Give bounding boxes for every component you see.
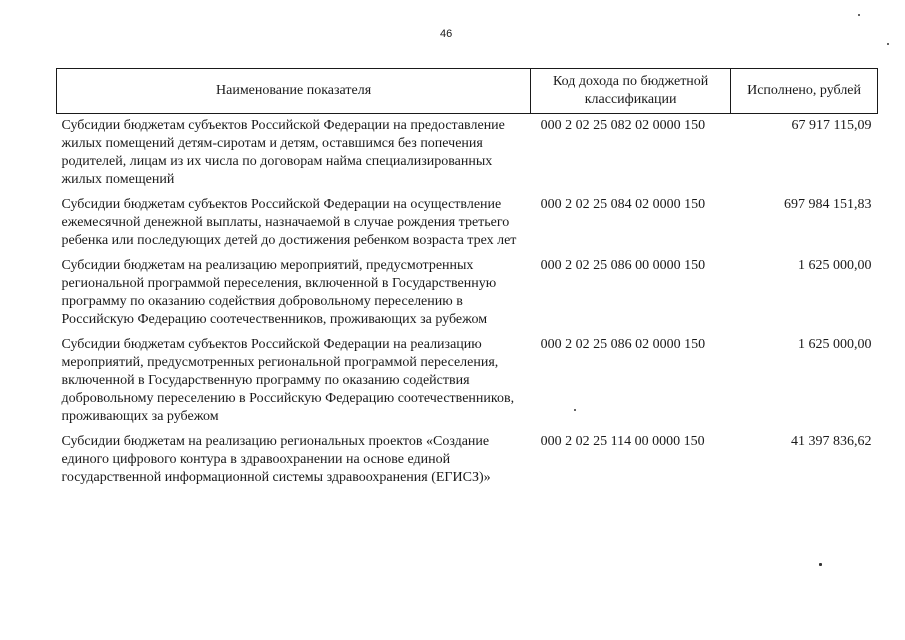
row-code: 000 2 02 25 084 02 0000 150 xyxy=(540,197,706,212)
table-row xyxy=(57,333,878,430)
header-executed: Исполнено, рублей xyxy=(731,69,878,114)
budget-table xyxy=(56,68,878,491)
row-code: 000 2 02 25 114 00 0000 150 xyxy=(540,434,705,449)
row-code: 000 2 02 25 082 02 0000 150 xyxy=(540,118,706,133)
row-code: 000 2 02 25 086 00 0000 150 xyxy=(540,258,706,273)
header-code: Код дохода по бюджетной классификации xyxy=(531,69,731,114)
row-name: Субсидии бюджетам субъектов Российской Федерации на осуществление ежемесячной денежной выплаты, назначаемой в случае рождения третьего ребенка или последующих детей до достижения ребенком возраста трех лет xyxy=(61,197,517,248)
table-row xyxy=(57,114,878,194)
row-executed: 697 984 151,83 xyxy=(784,197,872,212)
table-row xyxy=(57,430,878,491)
scan-speck xyxy=(858,14,860,16)
table-row xyxy=(57,254,878,333)
row-executed: 1 625 000,00 xyxy=(798,337,872,352)
table-row xyxy=(57,193,878,254)
row-executed: 41 397 836,62 xyxy=(791,434,872,449)
header-name: Наименование показателя xyxy=(57,69,531,114)
scan-speck xyxy=(574,409,576,411)
scan-speck xyxy=(887,43,889,45)
table-header-row xyxy=(57,69,878,114)
row-executed: 1 625 000,00 xyxy=(798,258,872,273)
row-name: Субсидии бюджетам на реализацию региональных проектов «Создание единого цифрового контура в здравоохранении на основе единой государственной информационной системы здравоохранения (ЕГИСЗ)» xyxy=(61,434,491,485)
row-executed: 67 917 115,09 xyxy=(791,118,872,133)
row-code: 000 2 02 25 086 02 0000 150 xyxy=(540,337,706,352)
row-name: Субсидии бюджетам субъектов Российской Федерации на реализацию мероприятий, предусмотренных региональной программой переселения, включенной в Государственную программу по оказанию содействия добровольному переселению в Российскую Федерацию соотечественников, проживающих за рубежом xyxy=(61,337,515,424)
scan-speck xyxy=(819,563,822,566)
row-name: Субсидии бюджетам на реализацию мероприятий, предусмотренных региональной программой переселения, включенной в Государственную программу по оказанию содействия добровольному переселению в Российскую Федерацию соотечественников, проживающих за рубежом xyxy=(61,258,497,327)
row-name: Субсидии бюджетам субъектов Российской Федерации на предоставление жилых помещений детям-сиротам и детям, оставшимся без попечения родителей, лицам из их числа по договорам найма специализированных жилых помещений xyxy=(61,118,505,187)
page-number: 46 xyxy=(440,28,453,40)
